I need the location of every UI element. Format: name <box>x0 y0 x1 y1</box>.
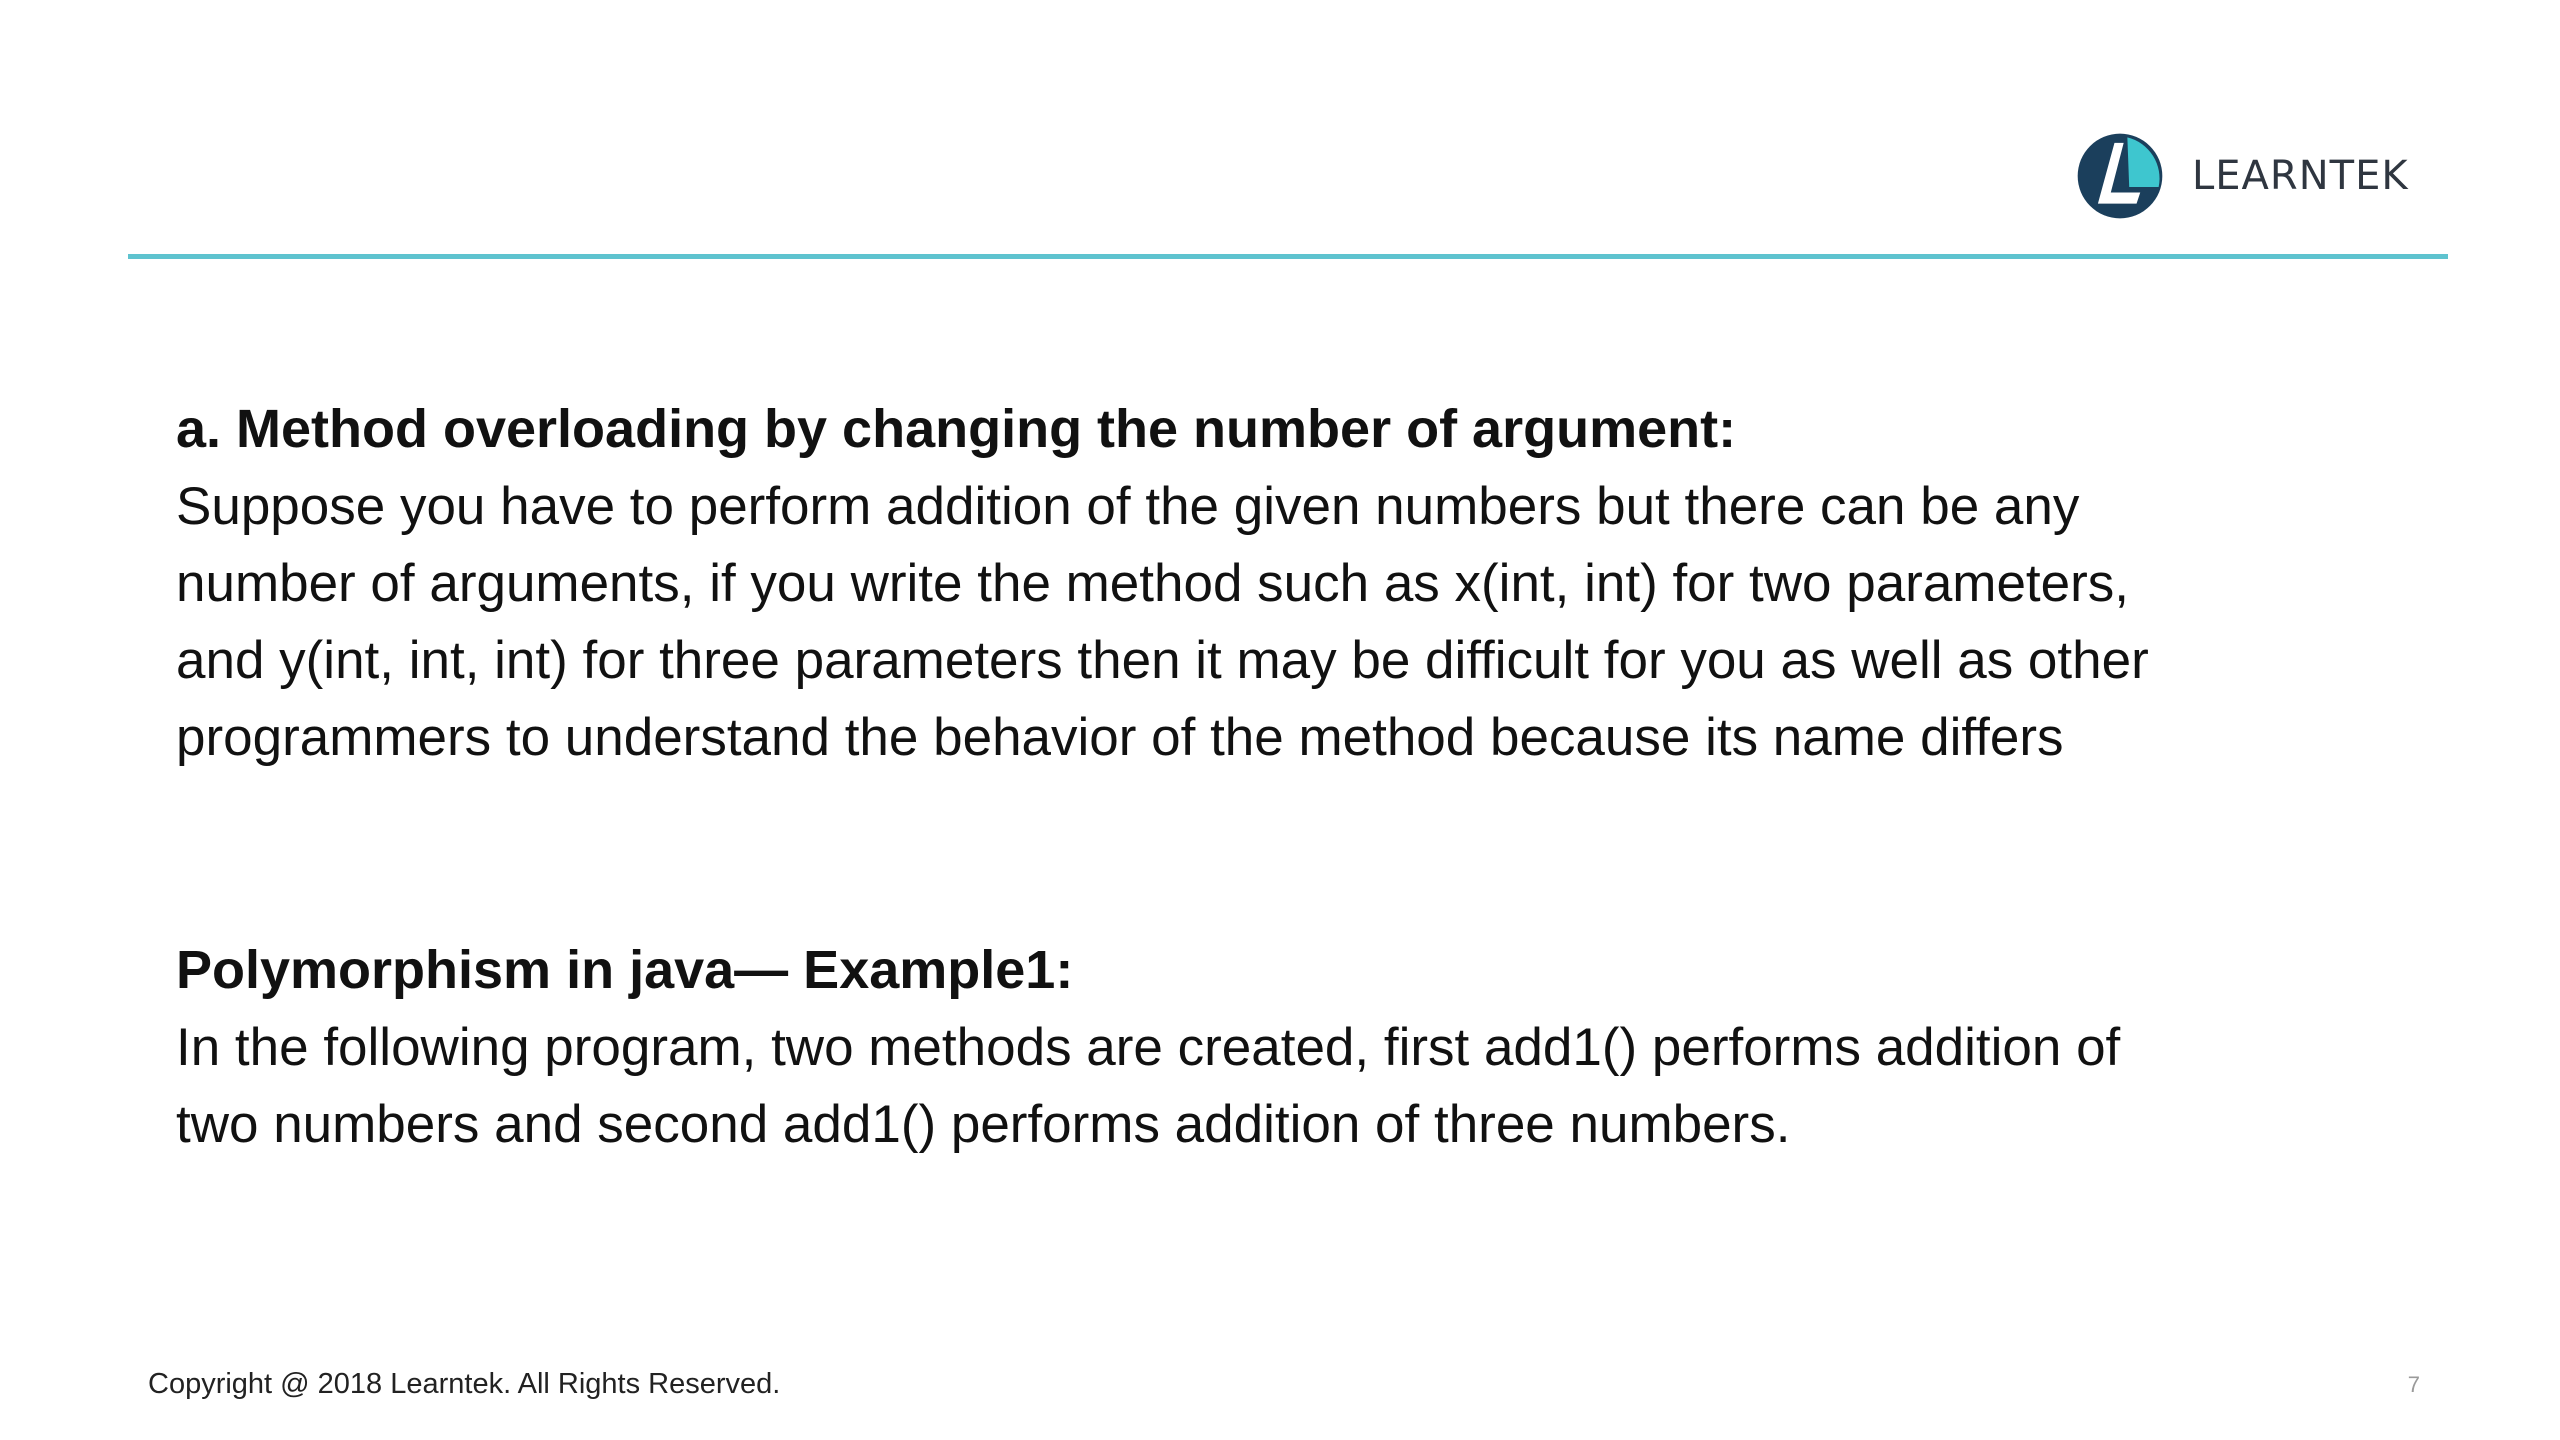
body-line: two numbers and second add1() performs addition of three numbers. <box>176 1095 1791 1154</box>
header-divider <box>128 254 2448 259</box>
slide-content <box>176 390 2446 1163</box>
learntek-logo-icon <box>2074 130 2166 222</box>
footer-copyright: Copyright @ 2018 Learntek. All Rights Reserved. <box>148 1368 781 1400</box>
body-line: Suppose you have to perform addition of the given numbers but there can be any <box>176 477 2080 536</box>
section-body-example <box>176 1009 2446 1163</box>
learntek-logo <box>2074 128 2409 224</box>
section-body-overloading <box>176 468 2446 776</box>
section-heading-overloading: a. Method overloading by changing the number of argument: <box>176 399 1737 459</box>
section-spacer <box>176 776 2446 931</box>
logo-wordmark: LEARNTEK <box>2192 153 2409 199</box>
body-line: number of arguments, if you write the method such as x(int, int) for two parameters, <box>176 554 2130 613</box>
body-line: programmers to understand the behavior of the method because its name differs <box>176 708 2064 767</box>
page-number: 7 <box>2407 1372 2420 1397</box>
section-heading-example: Polymorphism in java— Example1: <box>176 940 1074 1000</box>
body-line: and y(int, int, int) for three parameters then it may be difficult for you as well as other <box>176 631 2149 690</box>
body-line: In the following program, two methods are created, first add1() performs addition of <box>176 1018 2121 1077</box>
